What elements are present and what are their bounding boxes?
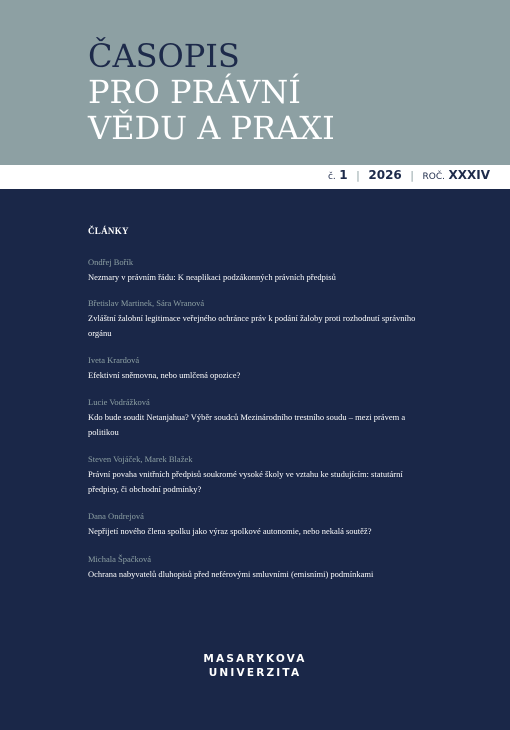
article-entry <box>88 554 428 582</box>
article-entry <box>88 298 428 341</box>
article-title: Zvláštní žalobní legitimace veřejného ochránce práv k podání žaloby proti rozhodnutí správního orgánu <box>88 313 416 338</box>
issue-info <box>328 168 490 182</box>
article-entry <box>88 454 428 497</box>
article-entry <box>88 355 428 383</box>
article-authors: Iveta Krardová <box>88 355 140 365</box>
journal-title-line-3: VĚDU A PRAXI <box>88 109 335 147</box>
article-title: Kdo bude soudit Netanjahua? Výběr soudců Mezinárodního trestního soudu – mezi právem a politikou <box>88 412 406 437</box>
issue-number-prefix: č. <box>327 172 336 182</box>
article-entry <box>88 511 428 539</box>
section-label: ČLÁNKY <box>88 226 129 236</box>
article-title: Právní povaha vnitřních předpisů soukromé vysoké školy ve vztahu ke studujícím: statutární předpisy, či obchodní podmínky? <box>88 469 403 494</box>
article-authors: Ondřej Bořík <box>88 257 134 267</box>
journal-title <box>88 38 335 146</box>
article-title: Ochrana nabyvatelů dluhopisů před neférovými smluvními (emisními) podmínkami <box>88 569 374 579</box>
article-authors: Lucie Vodrážková <box>88 397 150 407</box>
article-authors: Michala Špačková <box>88 554 152 564</box>
issue-volume: XXXIV <box>448 168 490 182</box>
article-authors: Břetislav Martinek, Sára Wranová <box>88 298 205 308</box>
publisher-line-1: MASARYKOVA <box>203 653 307 665</box>
article-title: Nezmary v právním řádu: K neaplikaci podzákonných právních předpisů <box>88 272 336 282</box>
issue-volume-prefix: ROČ. <box>422 172 445 182</box>
article-authors: Dana Ondrejová <box>88 511 144 521</box>
article-title: Nepřijetí nového člena spolku jako výraz spolkové autonomie, nebo nekalá soutěž? <box>88 526 372 536</box>
article-entry <box>88 257 428 285</box>
issue-number: 1 <box>339 168 348 182</box>
publisher-line-2: UNIVERZITA <box>208 667 302 679</box>
issue-separator: | <box>410 169 414 182</box>
journal-title-line-1: ČASOPIS <box>88 37 240 75</box>
issue-year: 2026 <box>368 168 402 182</box>
article-title: Efektivní sněmovna, nebo umlčená opozice? <box>88 370 241 380</box>
publisher-logo <box>0 652 510 680</box>
article-entry <box>88 397 428 440</box>
issue-separator: | <box>356 169 360 182</box>
journal-title-line-2: PRO PRÁVNÍ <box>88 73 301 111</box>
article-authors: Steven Vojáček, Marek Blažek <box>88 454 193 464</box>
